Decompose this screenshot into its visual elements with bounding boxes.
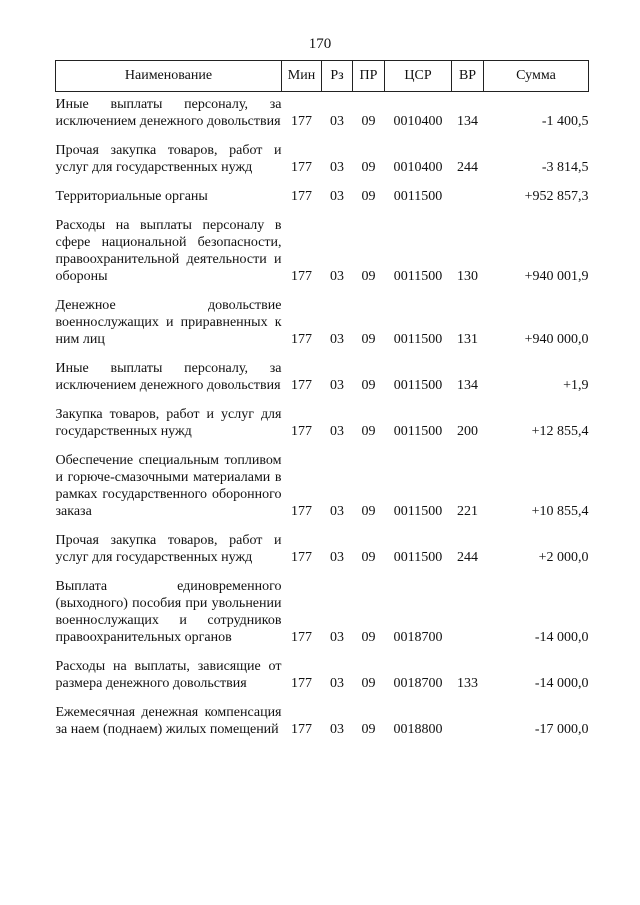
budget-table [55,60,589,748]
header-sum: Сумма [484,61,589,92]
page-number: 170 [308,36,332,52]
cell-sum: -14 000,0 [534,676,589,691]
cell-name: Обеспечение специальным топливом и горюче-смазочными материалами в рамках государственного оборонного заказа [55,453,282,519]
cell-vr: 244 [457,160,478,175]
cell-csr: 0018800 [393,722,443,737]
cell-name: Выплата единовременного (выходного) пособия при увольнении военнослужащих и сотрудников правоохранительных органов [55,579,282,645]
cell-sum: -17 000,0 [534,722,589,737]
cell-vr: 134 [457,114,478,129]
cell-rz: 03 [330,269,344,284]
cell-min: 177 [291,269,312,284]
cell-min: 177 [291,722,312,737]
cell-rz: 03 [330,332,344,347]
cell-pr: 09 [361,332,376,347]
cell-pr: 09 [361,114,376,129]
table-body [56,92,589,749]
cell-vr: 221 [457,504,478,519]
cell-name: Территориальные органы [55,189,208,204]
cell-rz: 03 [330,114,344,129]
cell-pr: 09 [361,676,376,691]
header-min: Мин [282,61,322,92]
cell-rz: 03 [330,676,344,691]
cell-sum: +1,9 [563,378,589,393]
cell-csr: 0011500 [393,189,443,204]
cell-rz: 03 [330,504,344,519]
cell-name: Иные выплаты персоналу, за исключением денежного довольствия [55,97,282,129]
cell-pr: 09 [361,269,376,284]
cell-sum: -3 814,5 [541,160,589,175]
cell-pr: 09 [361,504,376,519]
cell-name: Прочая закупка товаров, работ и услуг для государственных нужд [55,533,282,565]
header-vr: ВР [452,61,484,92]
cell-csr: 0018700 [393,676,443,691]
cell-sum: +940 000,0 [524,332,589,347]
cell-name: Ежемесячная денежная компенсация за наем (поднаем) жилых помещений [55,705,282,737]
cell-min: 177 [291,550,312,565]
cell-min: 177 [291,378,312,393]
cell-name: Иные выплаты персоналу, за исключением денежного довольствия [55,361,282,393]
table-row [56,295,589,358]
cell-vr: 244 [457,550,478,565]
cell-min: 177 [291,630,312,645]
cell-sum: +940 001,9 [524,269,589,284]
table-row [56,656,589,702]
cell-rz: 03 [330,550,344,565]
cell-csr: 0011500 [393,504,443,519]
cell-csr: 0011500 [393,550,443,565]
cell-pr: 09 [361,160,376,175]
cell-pr: 09 [361,424,376,439]
cell-csr: 0011500 [393,332,443,347]
cell-min: 177 [291,676,312,691]
table-row [56,404,589,450]
cell-vr [452,576,484,656]
cell-pr: 09 [361,722,376,737]
cell-name: Расходы на выплаты, зависящие от размера денежного довольствия [55,659,282,691]
cell-rz: 03 [330,378,344,393]
cell-pr: 09 [361,630,376,645]
cell-sum: +12 855,4 [531,424,589,439]
table-row [56,140,589,186]
cell-rz: 03 [330,722,344,737]
cell-sum: +10 855,4 [531,504,589,519]
cell-name: Расходы на выплаты персоналу в сфере национальной безопасности, правоохранительной деятельности и обороны [55,218,282,284]
header-rz: Рз [322,61,353,92]
cell-pr: 09 [361,378,376,393]
cell-vr [452,186,484,215]
cell-sum: +952 857,3 [524,189,589,204]
table-row [56,450,589,530]
header-name: Наименование [56,61,282,92]
table-row [56,215,589,295]
cell-vr: 130 [457,269,478,284]
cell-min: 177 [291,504,312,519]
cell-pr: 09 [361,550,376,565]
cell-vr: 131 [457,332,478,347]
table-row [56,530,589,576]
cell-vr [452,702,484,748]
cell-vr: 134 [457,378,478,393]
cell-sum: -1 400,5 [541,114,589,129]
table-row [56,186,589,215]
cell-sum: -14 000,0 [534,630,589,645]
cell-name: Прочая закупка товаров, работ и услуг для государственных нужд [55,143,282,175]
cell-vr: 200 [457,424,478,439]
cell-csr: 0011500 [393,378,443,393]
cell-csr: 0018700 [393,630,443,645]
table-row [56,576,589,656]
cell-csr: 0010400 [393,160,443,175]
cell-name: Денежное довольствие военнослужащих и приравненных к ним лиц [55,298,282,347]
cell-rz: 03 [330,630,344,645]
cell-rz: 03 [330,424,344,439]
cell-csr: 0011500 [393,424,443,439]
cell-min: 177 [291,114,312,129]
cell-pr: 09 [361,189,376,204]
cell-name: Закупка товаров, работ и услуг для государственных нужд [55,407,282,439]
cell-rz: 03 [330,189,344,204]
cell-min: 177 [291,424,312,439]
cell-sum: +2 000,0 [538,550,589,565]
header-pr: ПР [353,61,385,92]
cell-min: 177 [291,332,312,347]
cell-vr: 133 [457,676,478,691]
cell-min: 177 [291,189,312,204]
table-row [56,702,589,748]
cell-csr: 0011500 [393,269,443,284]
cell-rz: 03 [330,160,344,175]
table-row [56,358,589,404]
cell-min: 177 [291,160,312,175]
table-row [56,92,589,141]
cell-csr: 0010400 [393,114,443,129]
table-header [56,61,589,92]
header-csr: ЦСР [385,61,452,92]
